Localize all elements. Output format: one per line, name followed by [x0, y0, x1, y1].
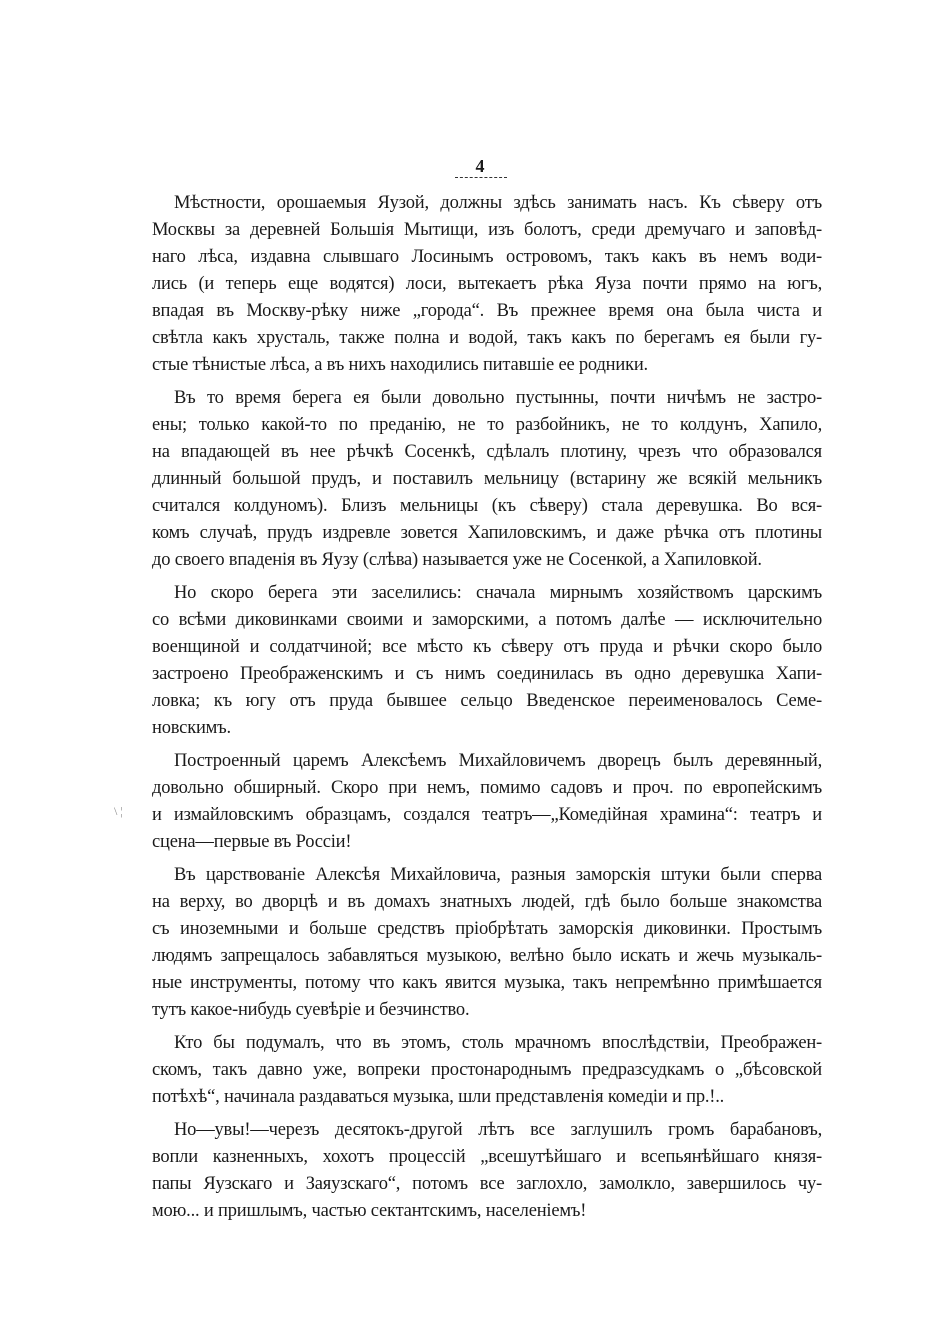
page-number-rule: [455, 177, 507, 178]
text-line: тутъ какое-нибудь суевѣріе и безчинство.: [152, 1000, 470, 1020]
text-line: на впадающей въ нее рѣчкѣ Сосенкѣ, сдѣлалъ плотину, чрезъ что образовался: [152, 442, 822, 462]
paragraph: [152, 748, 822, 856]
paragraph: [152, 862, 822, 1024]
text-line: застроено Преображенскимъ и съ нимъ соединилась въ одно деревушка Хапи-: [152, 664, 822, 684]
text-line: длинный большой прудъ, и поставилъ мельницу (встарину же всякій мельникъ: [152, 469, 822, 489]
paragraph: [152, 1030, 822, 1111]
text-line: Въ царствованіе Алексѣя Михайловича, разныя заморскія штуки были сперва: [174, 865, 822, 885]
text-line: вопли казненныхъ, хохотъ процессій „всешутѣйшаго и всепьянѣйшаго князя-: [152, 1147, 822, 1167]
page-number: 4: [475, 156, 485, 176]
text-line: наго лѣса, издавна слывшаго Лосинымъ островомъ, такъ какъ въ немъ води-: [152, 247, 822, 267]
text-line: лись (и теперь еще водятся) лоси, вытекаетъ рѣка Яуза почти прямо на югъ,: [152, 274, 822, 294]
text-line: до своего впаденія въ Яузу (слѣва) называется уже не Сосенкой, а Хапиловкой.: [152, 550, 762, 570]
margin-mark: \ ¦: [114, 804, 123, 818]
text-line: считался колдуномъ). Близъ мельницы (къ сѣверу) стала деревушка. Во вся-: [152, 496, 822, 516]
text-line: мою... и пришлымъ, частью сектантскимъ, населеніемъ!: [152, 1201, 587, 1221]
text-line: стые тѣнистые лѣса, а въ нихъ находились питавшіе ее родники.: [152, 355, 648, 375]
paragraph: [152, 385, 822, 574]
text-line: со всѣми диковинками своими и заморскими, а потомъ далѣе — исключительно: [152, 610, 822, 630]
text-line: впадая въ Москву-рѣку ниже „города“. Въ прежнее время она была чиста и: [152, 301, 822, 321]
text-line: Но скоро берега эти заселились: сначала мирнымъ хозяйствомъ царскимъ: [174, 583, 822, 603]
text-line: военщиной и солдатчиной; все мѣсто къ сѣверу отъ пруда и рѣчки скоро было: [152, 637, 822, 657]
text-line: Построенный царемъ Алексѣемъ Михайловичемъ дворецъ былъ деревянный,: [174, 751, 822, 771]
text-line: скомъ, такъ давно уже, вопреки простонароднымъ предразсудкамъ о „бѣсовской: [152, 1060, 822, 1080]
text-line: потѣхѣ“, начинала раздаваться музыка, шли представленія комедіи и пр.!..: [152, 1087, 725, 1107]
text-line: ловка; къ югу отъ пруда бывшее сельцо Введенское переименовалось Семе-: [152, 691, 822, 711]
text-line: на верху, во дворцѣ и въ домахъ знатныхъ людей, гдѣ было больше знакомства: [152, 892, 822, 912]
text-line: съ иноземными и больше средствъ пріобрѣтать заморскія диковинки. Простымъ: [152, 919, 822, 939]
text-line: папы Яузскаго и Заяузскаго“, потомъ все заглохло, замолкло, завершилось чу-: [152, 1174, 822, 1194]
text-line: свѣтла какъ хрусталь, также полна и водой, такъ какъ по берегамъ ея были гу-: [152, 328, 822, 348]
text-line: новскимъ.: [152, 718, 231, 738]
text-line: Въ то время берега ея были довольно пустынны, почти ничѣмъ не застро-: [174, 388, 822, 408]
text-line: Мѣстности, орошаемыя Яузой, должны здѣсь занимать насъ. Къ сѣверу отъ: [174, 193, 822, 213]
text-line: сцена—первые въ Россіи!: [152, 832, 352, 852]
text-line: довольно обширный. Скоро при немъ, помимо садовъ и проч. по европейскимъ: [152, 778, 822, 798]
text-line: Но—увы!—черезъ десятокъ-другой лѣтъ все заглушилъ громъ барабановъ,: [174, 1120, 822, 1140]
text-line: Кто бы подумалъ, что въ этомъ, столь мрачномъ впослѣдствіи, Преображен-: [174, 1033, 822, 1053]
text-line: комъ случаѣ, прудъ издревле зовется Хапиловскимъ, и даже рѣчка отъ плотины: [152, 523, 822, 543]
text-line: ены; только какой-то по преданію, не то разбойникъ, не то колдунъ, Хапило,: [152, 415, 822, 435]
text-line: Москвы за деревней Большія Мытищи, изъ болотъ, среди дремучаго и заповѣд-: [152, 220, 822, 240]
paragraph: [152, 1117, 822, 1225]
body-text: [152, 190, 822, 1225]
paragraph: [152, 580, 822, 742]
paragraph: [152, 190, 822, 379]
text-line: и измайловскимъ образцамъ, создался театръ—„Комедійная храмина“: театръ и: [152, 805, 822, 825]
text-line: ные инструменты, потому что какъ явится музыка, такъ непремѣнно примѣшается: [152, 973, 822, 993]
text-line: людямъ запрещалось забавляться музыкою, велѣно было искать и жечь музыкаль-: [152, 946, 822, 966]
